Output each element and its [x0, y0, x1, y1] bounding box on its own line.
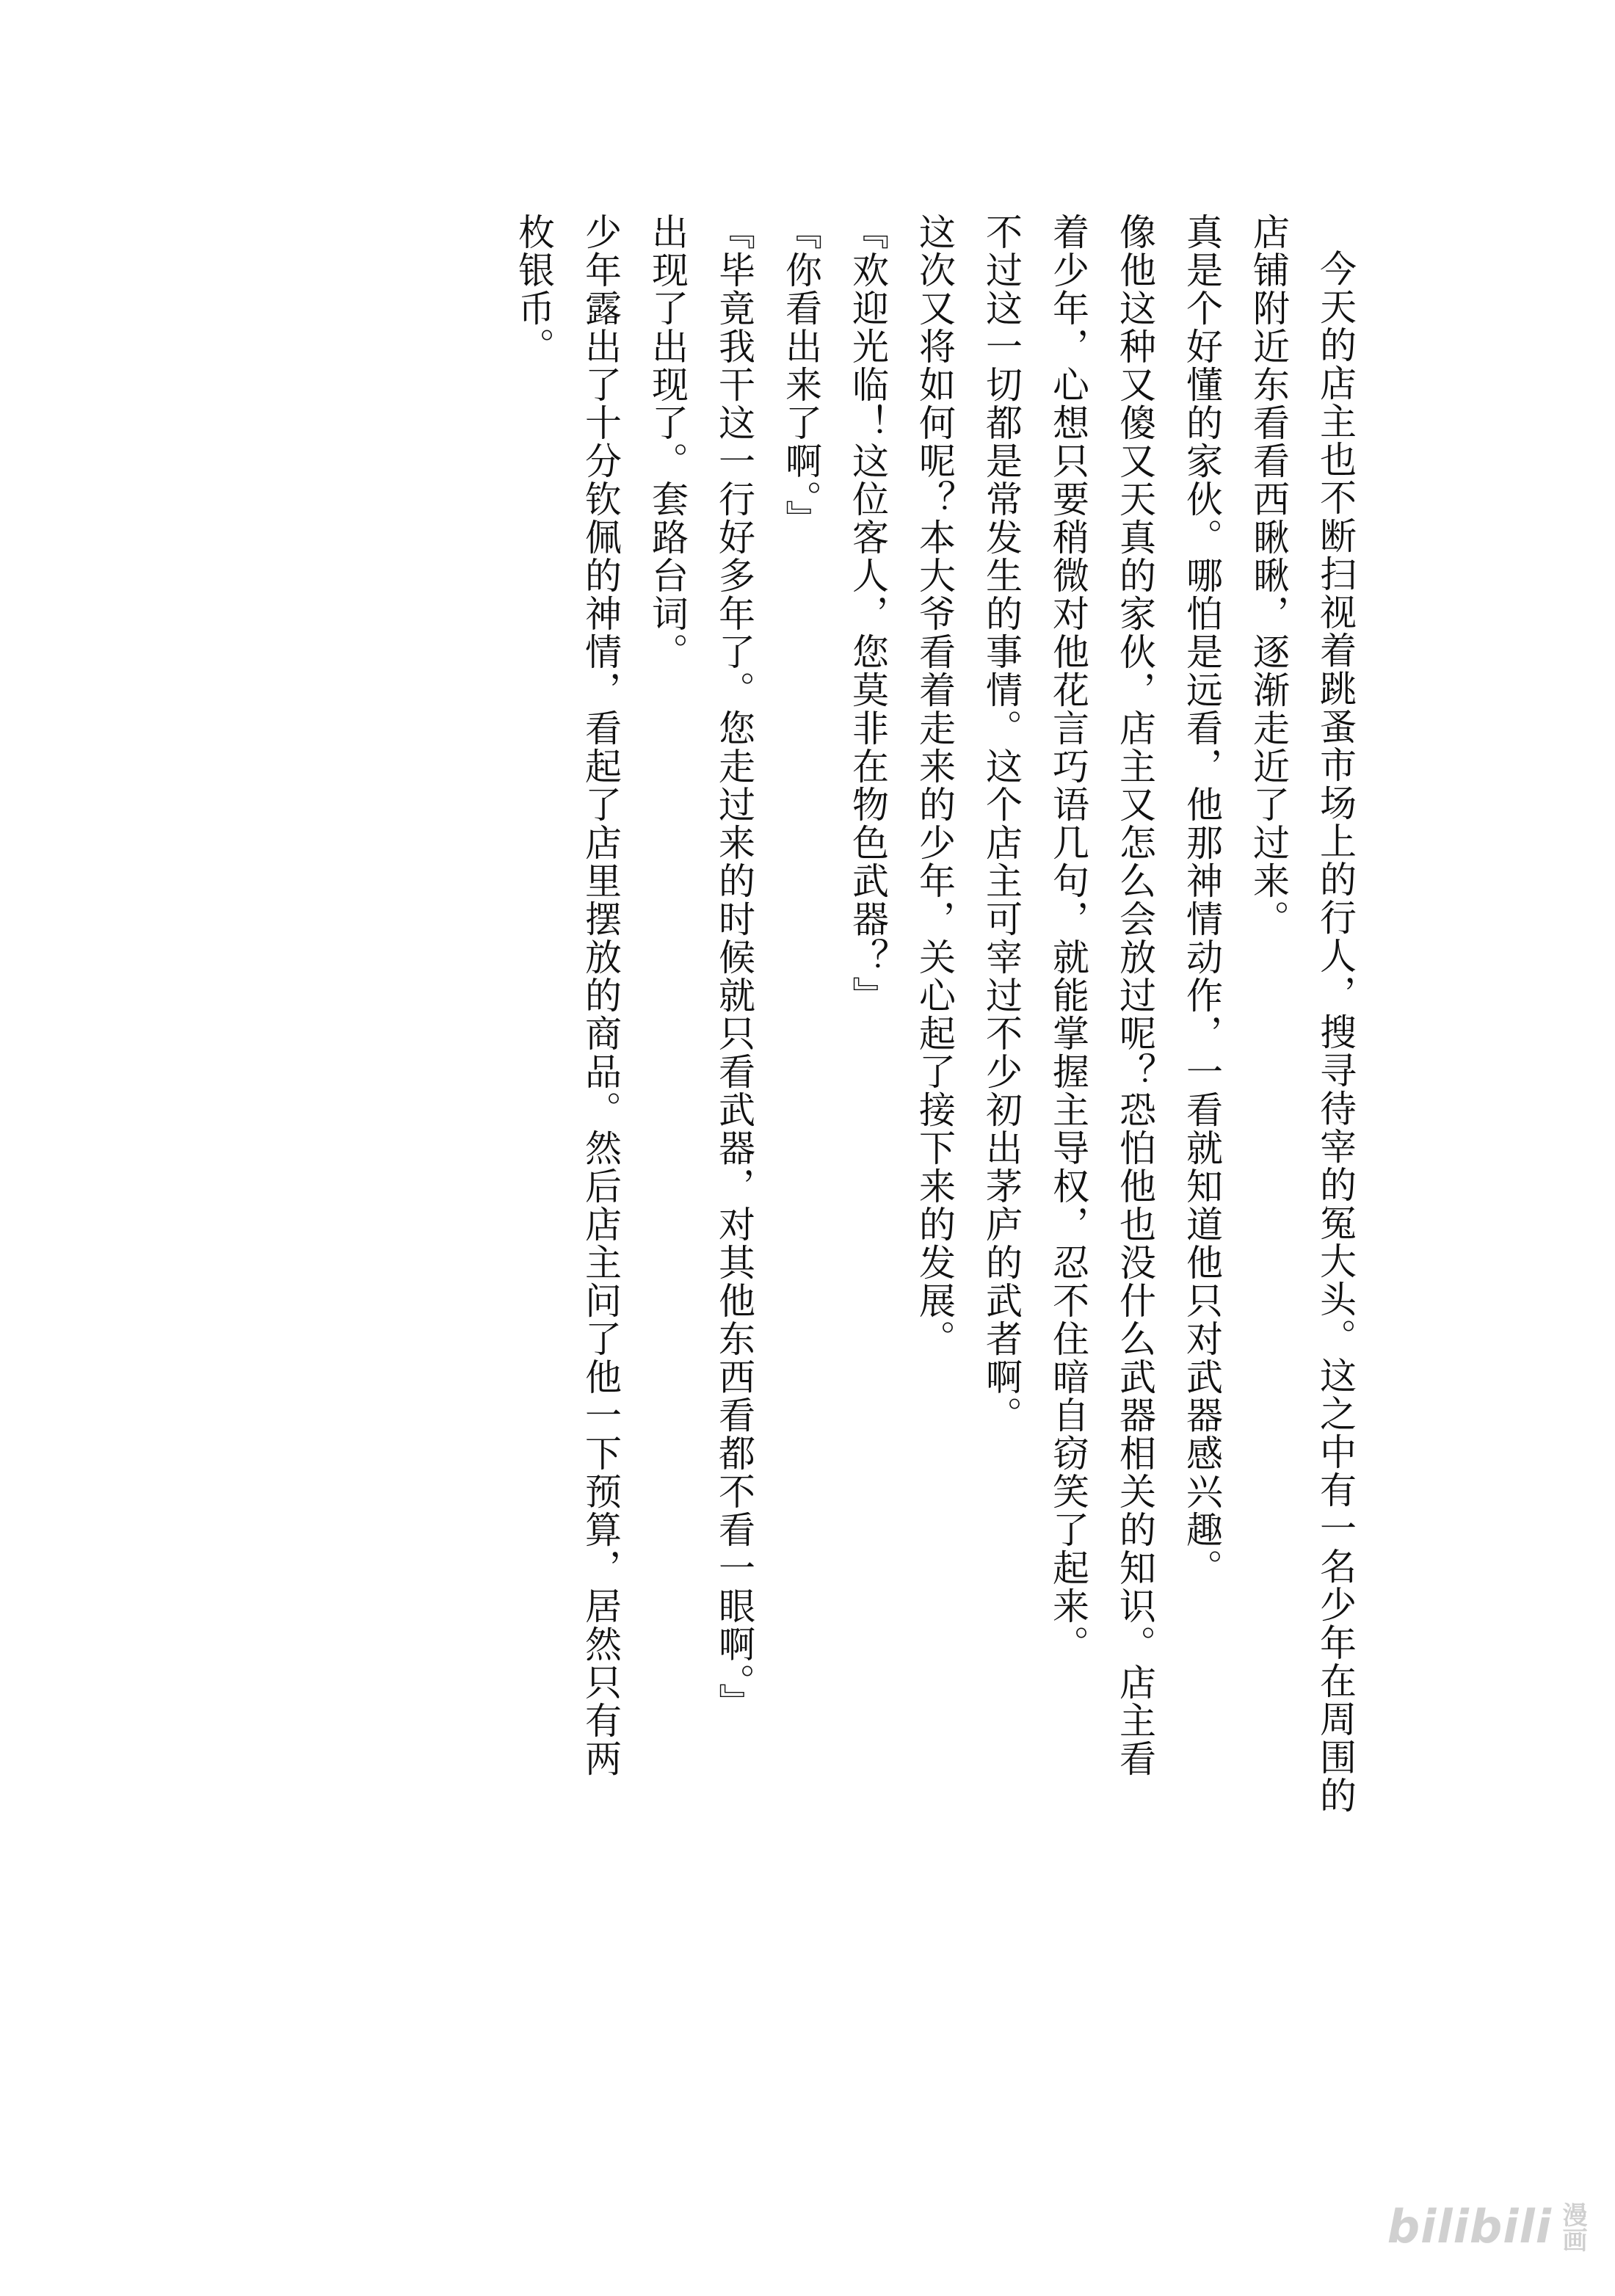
- text-line: 像他这种又傻又天真的家伙，店主又怎么会放过呢？恐怕他也没什么武器相关的知识。店主看: [1114, 213, 1156, 1778]
- text-line: 不过这一切都是常发生的事情。这个店主可宰过不少初出茅庐的武者啊。: [980, 213, 1023, 1434]
- watermark-logo: bilibili: [1387, 2200, 1552, 2253]
- text-line: 今天的店主也不断扫视着跳蚤市场上的行人，搜寻待宰的冤大头。这之中有一名少年在周围的: [1314, 250, 1357, 1814]
- text-line: 出现了出现了。套路台词。: [646, 213, 689, 671]
- bilibili-manga-watermark: [1387, 2200, 1586, 2253]
- text-line: 着少年，心想只要稍微对他花言巧语几句，就能掌握主导权，忍不住暗自窃笑了起来。: [1047, 213, 1089, 1663]
- text-line: 『欢迎光临！这位客人，您莫非在物色武器？』: [846, 213, 889, 1014]
- watermark-subtitle: 漫画: [1558, 2201, 1587, 2252]
- text-line: 店铺附近东看看西瞅瞅，逐渐走近了过来。: [1247, 213, 1290, 938]
- text-line: 枚银币。: [512, 213, 555, 366]
- text-line: 『你看出来了啊。』: [780, 213, 822, 538]
- text-line: 『毕竟我干这一行好多年了。您走过来的时候就只看武器，对其他东西看都不看一眼啊。』: [713, 213, 755, 1721]
- vertical-text-body: [500, 213, 1368, 2063]
- text-line: 少年露出了十分钦佩的神情，看起了店里摆放的商品。然后店主问了他一下预算，居然只有两: [579, 213, 622, 1778]
- text-line: 真是个好懂的家伙。哪怕是远看，他那神情动作，一看就知道他只对武器感兴趣。: [1180, 213, 1223, 1587]
- text-line: 这次又将如何呢？本大爷看着走来的少年，关心起了接下来的发展。: [913, 213, 956, 1358]
